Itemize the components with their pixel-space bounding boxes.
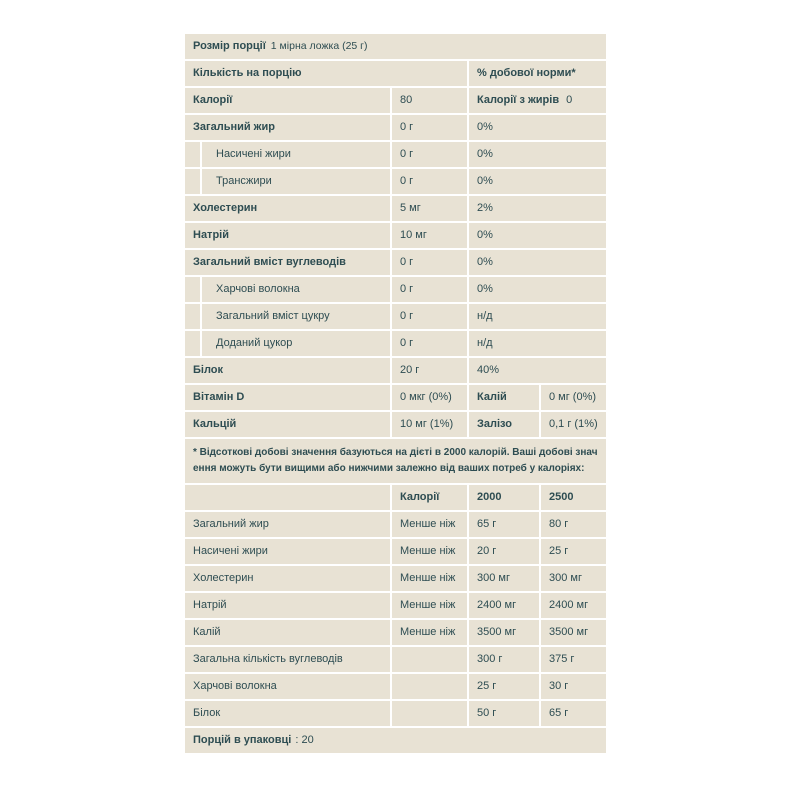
reference-value-2500: 30 г xyxy=(541,674,606,699)
indent-spacer xyxy=(185,304,200,329)
reference-row xyxy=(185,512,606,537)
micronutrient-label: Вітамін D xyxy=(185,385,390,410)
nutrient-label: Доданий цукор xyxy=(202,331,390,356)
nutrient-row xyxy=(185,196,606,221)
indent-spacer xyxy=(185,169,200,194)
reference-condition: Менше ніж xyxy=(392,512,467,537)
calories-amount: 80 xyxy=(392,88,467,113)
reference-value-2000: 20 г xyxy=(469,539,539,564)
nutrient-amount: 10 мг xyxy=(392,223,467,248)
micronutrient-value: 0 мкг (0%) xyxy=(392,385,467,410)
reference-value-2500: 375 г xyxy=(541,647,606,672)
calories-row xyxy=(185,88,606,113)
nutrient-label: Загальний жир xyxy=(185,115,390,140)
serving-size-label: Розмір порції xyxy=(193,39,266,52)
reference-value-2500: 2400 мг xyxy=(541,593,606,618)
reference-label: Калій xyxy=(185,620,390,645)
daily-value-header: % добової норми* xyxy=(469,61,606,86)
nutrient-amount: 0 г xyxy=(392,169,467,194)
footnote-row xyxy=(185,439,606,483)
nutrient-dv: 0% xyxy=(469,115,606,140)
nutrient-dv: н/д xyxy=(469,304,606,329)
servings-per-container-row xyxy=(185,728,606,753)
servings-per-container-value: : 20 xyxy=(295,733,314,746)
reference-value-2000: 3500 мг xyxy=(469,620,539,645)
reference-row xyxy=(185,566,606,591)
reference-header-row xyxy=(185,485,606,510)
reference-row xyxy=(185,539,606,564)
serving-size-value: 1 мірна ложка (25 г) xyxy=(270,40,368,53)
nutrient-amount: 0 г xyxy=(392,277,467,302)
nutrient-row xyxy=(185,304,606,329)
reference-condition: Менше ніж xyxy=(392,593,467,618)
reference-value-2500: 80 г xyxy=(541,512,606,537)
serving-size-row xyxy=(185,34,606,59)
nutrient-row xyxy=(185,142,606,167)
nutrient-dv: н/д xyxy=(469,331,606,356)
nutrient-row xyxy=(185,250,606,275)
reference-value-2000: 50 г xyxy=(469,701,539,726)
serving-size-cell xyxy=(185,34,606,59)
indent-spacer xyxy=(185,277,200,302)
reference-row xyxy=(185,620,606,645)
indent-spacer xyxy=(185,331,200,356)
nutrient-dv: 0% xyxy=(469,250,606,275)
reference-value-2500: 25 г xyxy=(541,539,606,564)
nutrient-amount: 0 г xyxy=(392,142,467,167)
amount-header-row xyxy=(185,61,606,86)
reference-value-2000: 65 г xyxy=(469,512,539,537)
micronutrient-label: Калій xyxy=(469,385,539,410)
micronutrient-value: 0,1 г (1%) xyxy=(541,412,606,437)
nutrient-row xyxy=(185,277,606,302)
reference-condition: Менше ніж xyxy=(392,566,467,591)
nutrient-dv: 0% xyxy=(469,223,606,248)
nutrient-label: Холестерин xyxy=(185,196,390,221)
reference-condition xyxy=(392,674,467,699)
reference-condition xyxy=(392,701,467,726)
nutrient-label: Білок xyxy=(185,358,390,383)
nutrition-facts-panel xyxy=(185,34,606,753)
reference-value-2500: 300 мг xyxy=(541,566,606,591)
nutrient-dv: 0% xyxy=(469,169,606,194)
nutrient-label: Загальний вміст вуглеводів xyxy=(185,250,390,275)
calories-label: Калорії xyxy=(185,88,390,113)
nutrient-label: Харчові волокна xyxy=(202,277,390,302)
reference-condition: Менше ніж xyxy=(392,620,467,645)
reference-label: Насичені жири xyxy=(185,539,390,564)
reference-row xyxy=(185,647,606,672)
reference-header-2000: 2000 xyxy=(469,485,539,510)
reference-row xyxy=(185,674,606,699)
micronutrient-row xyxy=(185,412,606,437)
micronutrient-value: 0 мг (0%) xyxy=(541,385,606,410)
daily-value-footnote: * Відсоткові добові значення базуються на дієті в 2000 калорій. Ваші добові значення можуть бути вищими або нижчими залежно від ваших потреб у калоріях: xyxy=(185,439,606,483)
reference-condition xyxy=(392,647,467,672)
reference-value-2000: 300 мг xyxy=(469,566,539,591)
servings-per-container-label: Порцій в упаковці xyxy=(193,733,292,746)
nutrient-amount: 5 мг xyxy=(392,196,467,221)
nutrient-dv: 0% xyxy=(469,277,606,302)
reference-header-empty xyxy=(185,485,390,510)
nutrient-row xyxy=(185,358,606,383)
reference-row xyxy=(185,701,606,726)
reference-label: Білок xyxy=(185,701,390,726)
micronutrient-label: Залізо xyxy=(469,412,539,437)
nutrient-label: Насичені жири xyxy=(202,142,390,167)
nutrient-dv: 0% xyxy=(469,142,606,167)
reference-value-2000: 25 г xyxy=(469,674,539,699)
nutrient-amount: 0 г xyxy=(392,115,467,140)
indent-spacer xyxy=(185,142,200,167)
reference-value-2500: 3500 мг xyxy=(541,620,606,645)
nutrient-amount: 0 г xyxy=(392,304,467,329)
reference-label: Загальний жир xyxy=(185,512,390,537)
calories-from-fat-value: 0 xyxy=(566,93,573,106)
reference-condition: Менше ніж xyxy=(392,539,467,564)
calories-from-fat-label: Калорії з жирів xyxy=(477,93,560,106)
reference-label: Загальна кількість вуглеводів xyxy=(185,647,390,672)
nutrient-dv: 40% xyxy=(469,358,606,383)
reference-header-2500: 2500 xyxy=(541,485,606,510)
reference-header-calories: Калорії xyxy=(392,485,467,510)
servings-per-container-cell xyxy=(185,728,606,753)
nutrient-label: Загальний вміст цукру xyxy=(202,304,390,329)
calories-from-fat-cell xyxy=(469,88,606,113)
reference-label: Натрій xyxy=(185,593,390,618)
nutrient-row xyxy=(185,331,606,356)
reference-value-2500: 65 г xyxy=(541,701,606,726)
nutrient-label: Трансжири xyxy=(202,169,390,194)
amount-per-serving-header: Кількість на порцію xyxy=(185,61,467,86)
reference-label: Харчові волокна xyxy=(185,674,390,699)
reference-label: Холестерин xyxy=(185,566,390,591)
reference-row xyxy=(185,593,606,618)
nutrient-row xyxy=(185,115,606,140)
micronutrient-value: 10 мг (1%) xyxy=(392,412,467,437)
nutrient-dv: 2% xyxy=(469,196,606,221)
micronutrient-label: Кальцій xyxy=(185,412,390,437)
nutrient-amount: 0 г xyxy=(392,331,467,356)
nutrient-row xyxy=(185,223,606,248)
nutrient-label: Натрій xyxy=(185,223,390,248)
micronutrient-row xyxy=(185,385,606,410)
nutrient-amount: 0 г xyxy=(392,250,467,275)
nutrient-amount: 20 г xyxy=(392,358,467,383)
nutrient-row xyxy=(185,169,606,194)
reference-value-2000: 300 г xyxy=(469,647,539,672)
reference-value-2000: 2400 мг xyxy=(469,593,539,618)
